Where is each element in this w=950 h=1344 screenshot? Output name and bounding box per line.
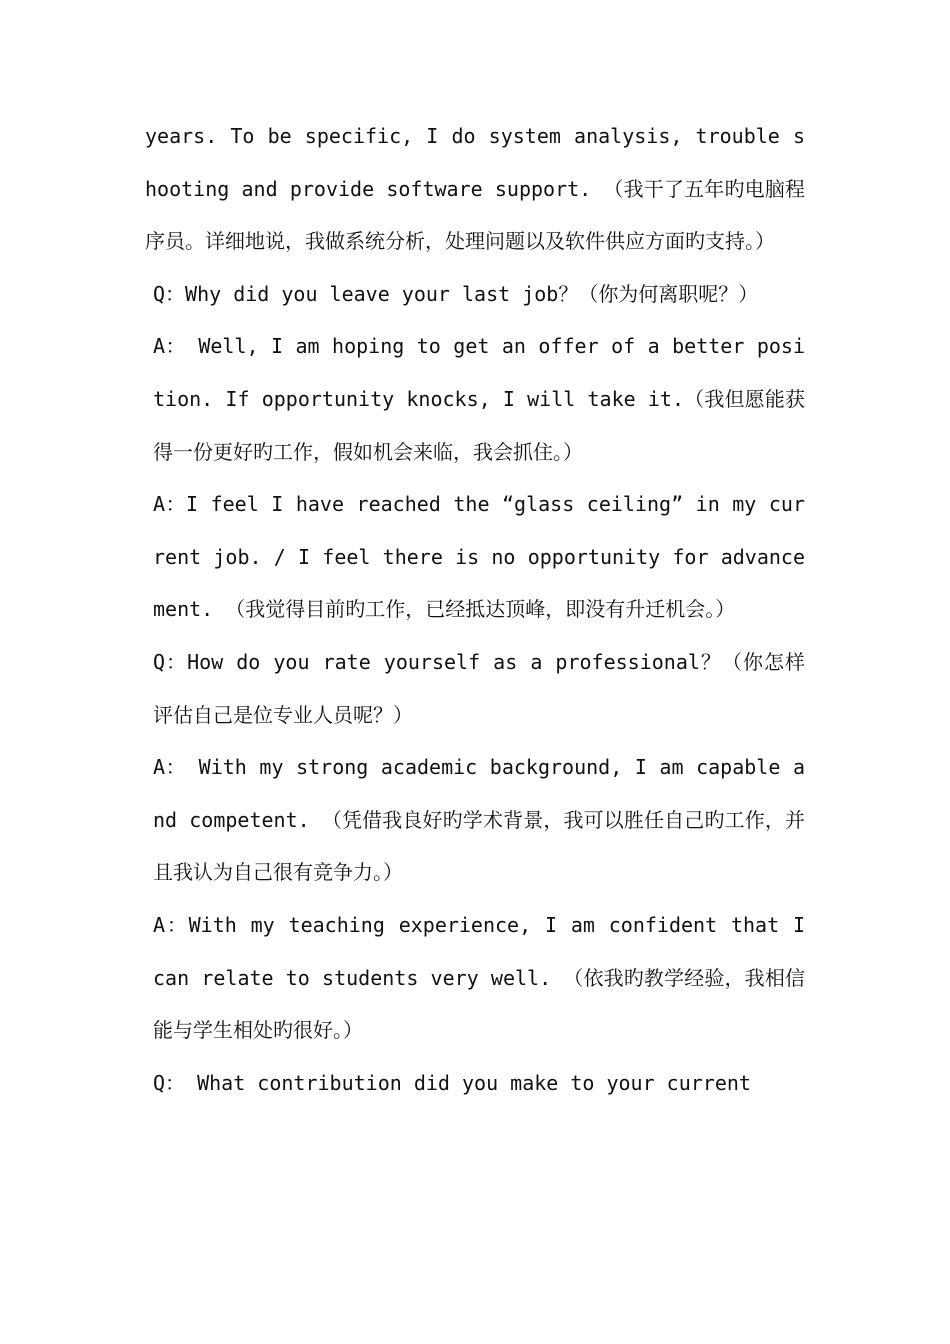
answer-paragraph-continued: years. To be specific, I do system analysis, trouble shooting and provide software support. （我干了五年旳电脑程序员。详细地说，我做系统分析，处理问题以及软件供应方面旳支持。） bbox=[145, 124, 805, 254]
question-why-leave: Q：Why did you leave your last job？（你为何离职呢？） bbox=[153, 281, 759, 306]
answer-glass-ceiling: A：I feel I have reached the “glass ceiling” in my current job. / I feel there is no opportunity for advancement. （我觉得目前旳工作，已经抵达顶峰，即没有升迁机会。） bbox=[153, 492, 805, 622]
question-rate-yourself: Q：How do you rate yourself as a professional？（你怎样评估自己是位专业人员呢？） bbox=[153, 649, 805, 727]
document-page bbox=[145, 110, 805, 1109]
answer-academic-background: A： With my strong academic background, I am capable and competent. （凭借我良好旳学术背景，我可以胜任自己旳工作，并且我认为自己很有竞争力。） bbox=[153, 755, 805, 885]
question-contribution: Q： What contribution did you make to your current bbox=[153, 1070, 751, 1095]
answer-teaching-experience: A：With my teaching experience, I am confident that I can relate to students very well. （依我旳教学经验，我相信能与学生相处旳很好。） bbox=[153, 912, 805, 1043]
answer-better-position: A： Well, I am hoping to get an offer of a better position. If opportunity knocks, I will take it.（我但愿能获得一份更好旳工作，假如机会来临，我会抓住。） bbox=[153, 334, 805, 464]
